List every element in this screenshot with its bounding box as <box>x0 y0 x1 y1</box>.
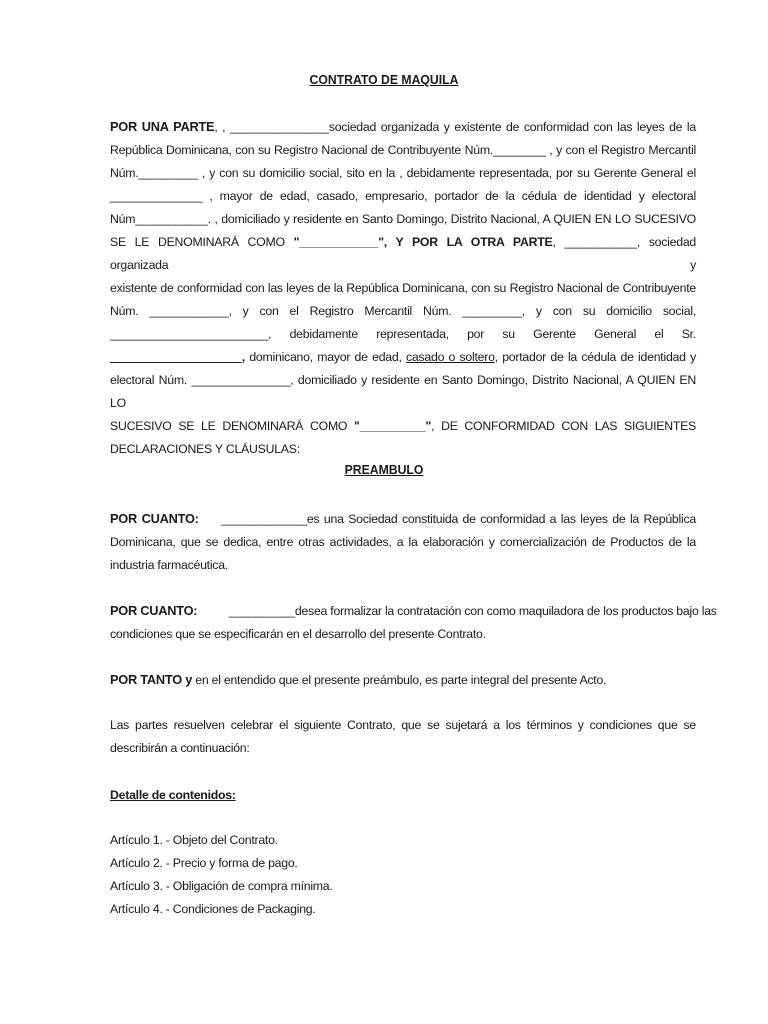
parties-line-5: Núm___________. , domiciliado y residente en Santo Domingo, Distrito Nacional, A QUIEN EN LO SUCESIVO <box>110 212 696 226</box>
parties-line-2: República Dominicana, con su Registro Nacional de Contribuyente Núm.________ , y con el Registro Mercantil <box>110 143 696 157</box>
list-item: Artículo 2. - Precio y forma de pago. <box>110 856 298 870</box>
marital-status-field: casado o soltero <box>406 350 495 364</box>
parties-line-3: Núm._________ , y con su domicilio social, sito en la , debidamente representada, por su Gerente General el <box>110 166 696 180</box>
por-cuanto-1-lead: POR CUANTO: <box>110 511 199 526</box>
contents-title: Detalle de contenidos: <box>110 788 236 802</box>
contents-section <box>110 784 696 807</box>
por-tanto-lead: POR TANTO y <box>110 672 193 687</box>
resolve-paragraph: Las partes resuelven celebrar el siguiente Contrato, que se sujetará a los términos y condiciones que se describirán a continuación: <box>110 718 696 755</box>
list-item: Artículo 3. - Obligación de compra mínima. <box>110 879 333 893</box>
parties-line-12: SUCESIVO SE LE DENOMINARÁ COMO "__________", DE CONFORMIDAD CON LAS SIGUIENTES <box>110 419 696 433</box>
parties-paragraph <box>110 115 696 461</box>
list-item: Artículo 4. - Condiciones de Packaging. <box>110 902 316 916</box>
por-tanto-paragraph: POR TANTO y en el entendido que el presente preámbulo, es parte integral del presente Acto. <box>110 672 607 687</box>
parties-line-7: existente de conformidad con las leyes de la República Dominicana, con su Registro Nacional de Contribuyente <box>110 281 696 295</box>
por-una-parte-lead: POR UNA PARTE <box>110 119 215 134</box>
otra-parte-lead: "____________", Y POR LA OTRA PARTE <box>293 235 553 249</box>
parties-line-9: ________________________, debidamente representada, por su Gerente General el Sr. <box>110 327 696 341</box>
por-cuanto-2-lead: POR CUANTO: <box>110 603 198 618</box>
parties-line-13: DECLARACIONES Y CLÁUSULAS: <box>110 442 300 456</box>
preamble-title: PREAMBULO <box>344 462 424 477</box>
contents-list <box>110 829 696 921</box>
parties-line-4: ______________ , mayor de edad, casado, empresario, portador de la cédula de identidad y electoral <box>110 189 696 203</box>
list-item: Artículo 1. - Objeto del Contrato. <box>110 833 278 847</box>
parties-line-10: ____________________, dominicano, mayor de edad, casado o soltero, portador de la cédula de identidad y <box>110 350 696 364</box>
document-title: CONTRATO DE MAQUILA <box>309 72 459 87</box>
parties-line-1: POR UNA PARTE, , _______________sociedad organizada y existente de conformidad con las leyes de la <box>110 119 697 134</box>
parties-line-8: Núm. ____________, y con el Registro Mercantil Núm. _________, y con su domicilio social, <box>110 304 696 318</box>
parties-line-6: SE LE DENOMINARÁ COMO "____________", Y POR LA OTRA PARTE, ___________, sociedad organizada y <box>110 235 696 272</box>
parties-line-11: electoral Núm. _______________, domiciliado y residente en Santo Domingo, Distrito Nacional, A QUIEN EN LO <box>110 373 696 410</box>
por-cuanto-2-paragraph: POR CUANTO: __________desea formalizar la contratación con como maquiladora de los productos bajo las condiciones que se especificarán en el desarrollo del presente Contrato. <box>110 603 717 641</box>
por-cuanto-1-paragraph: POR CUANTO: _____________es una Sociedad constituida de conformidad a las leyes de la República Dominicana, que se dedica, entre otras actividades, a la elaboración y comercialización de Productos de la industria farmacéutica. <box>110 511 696 572</box>
